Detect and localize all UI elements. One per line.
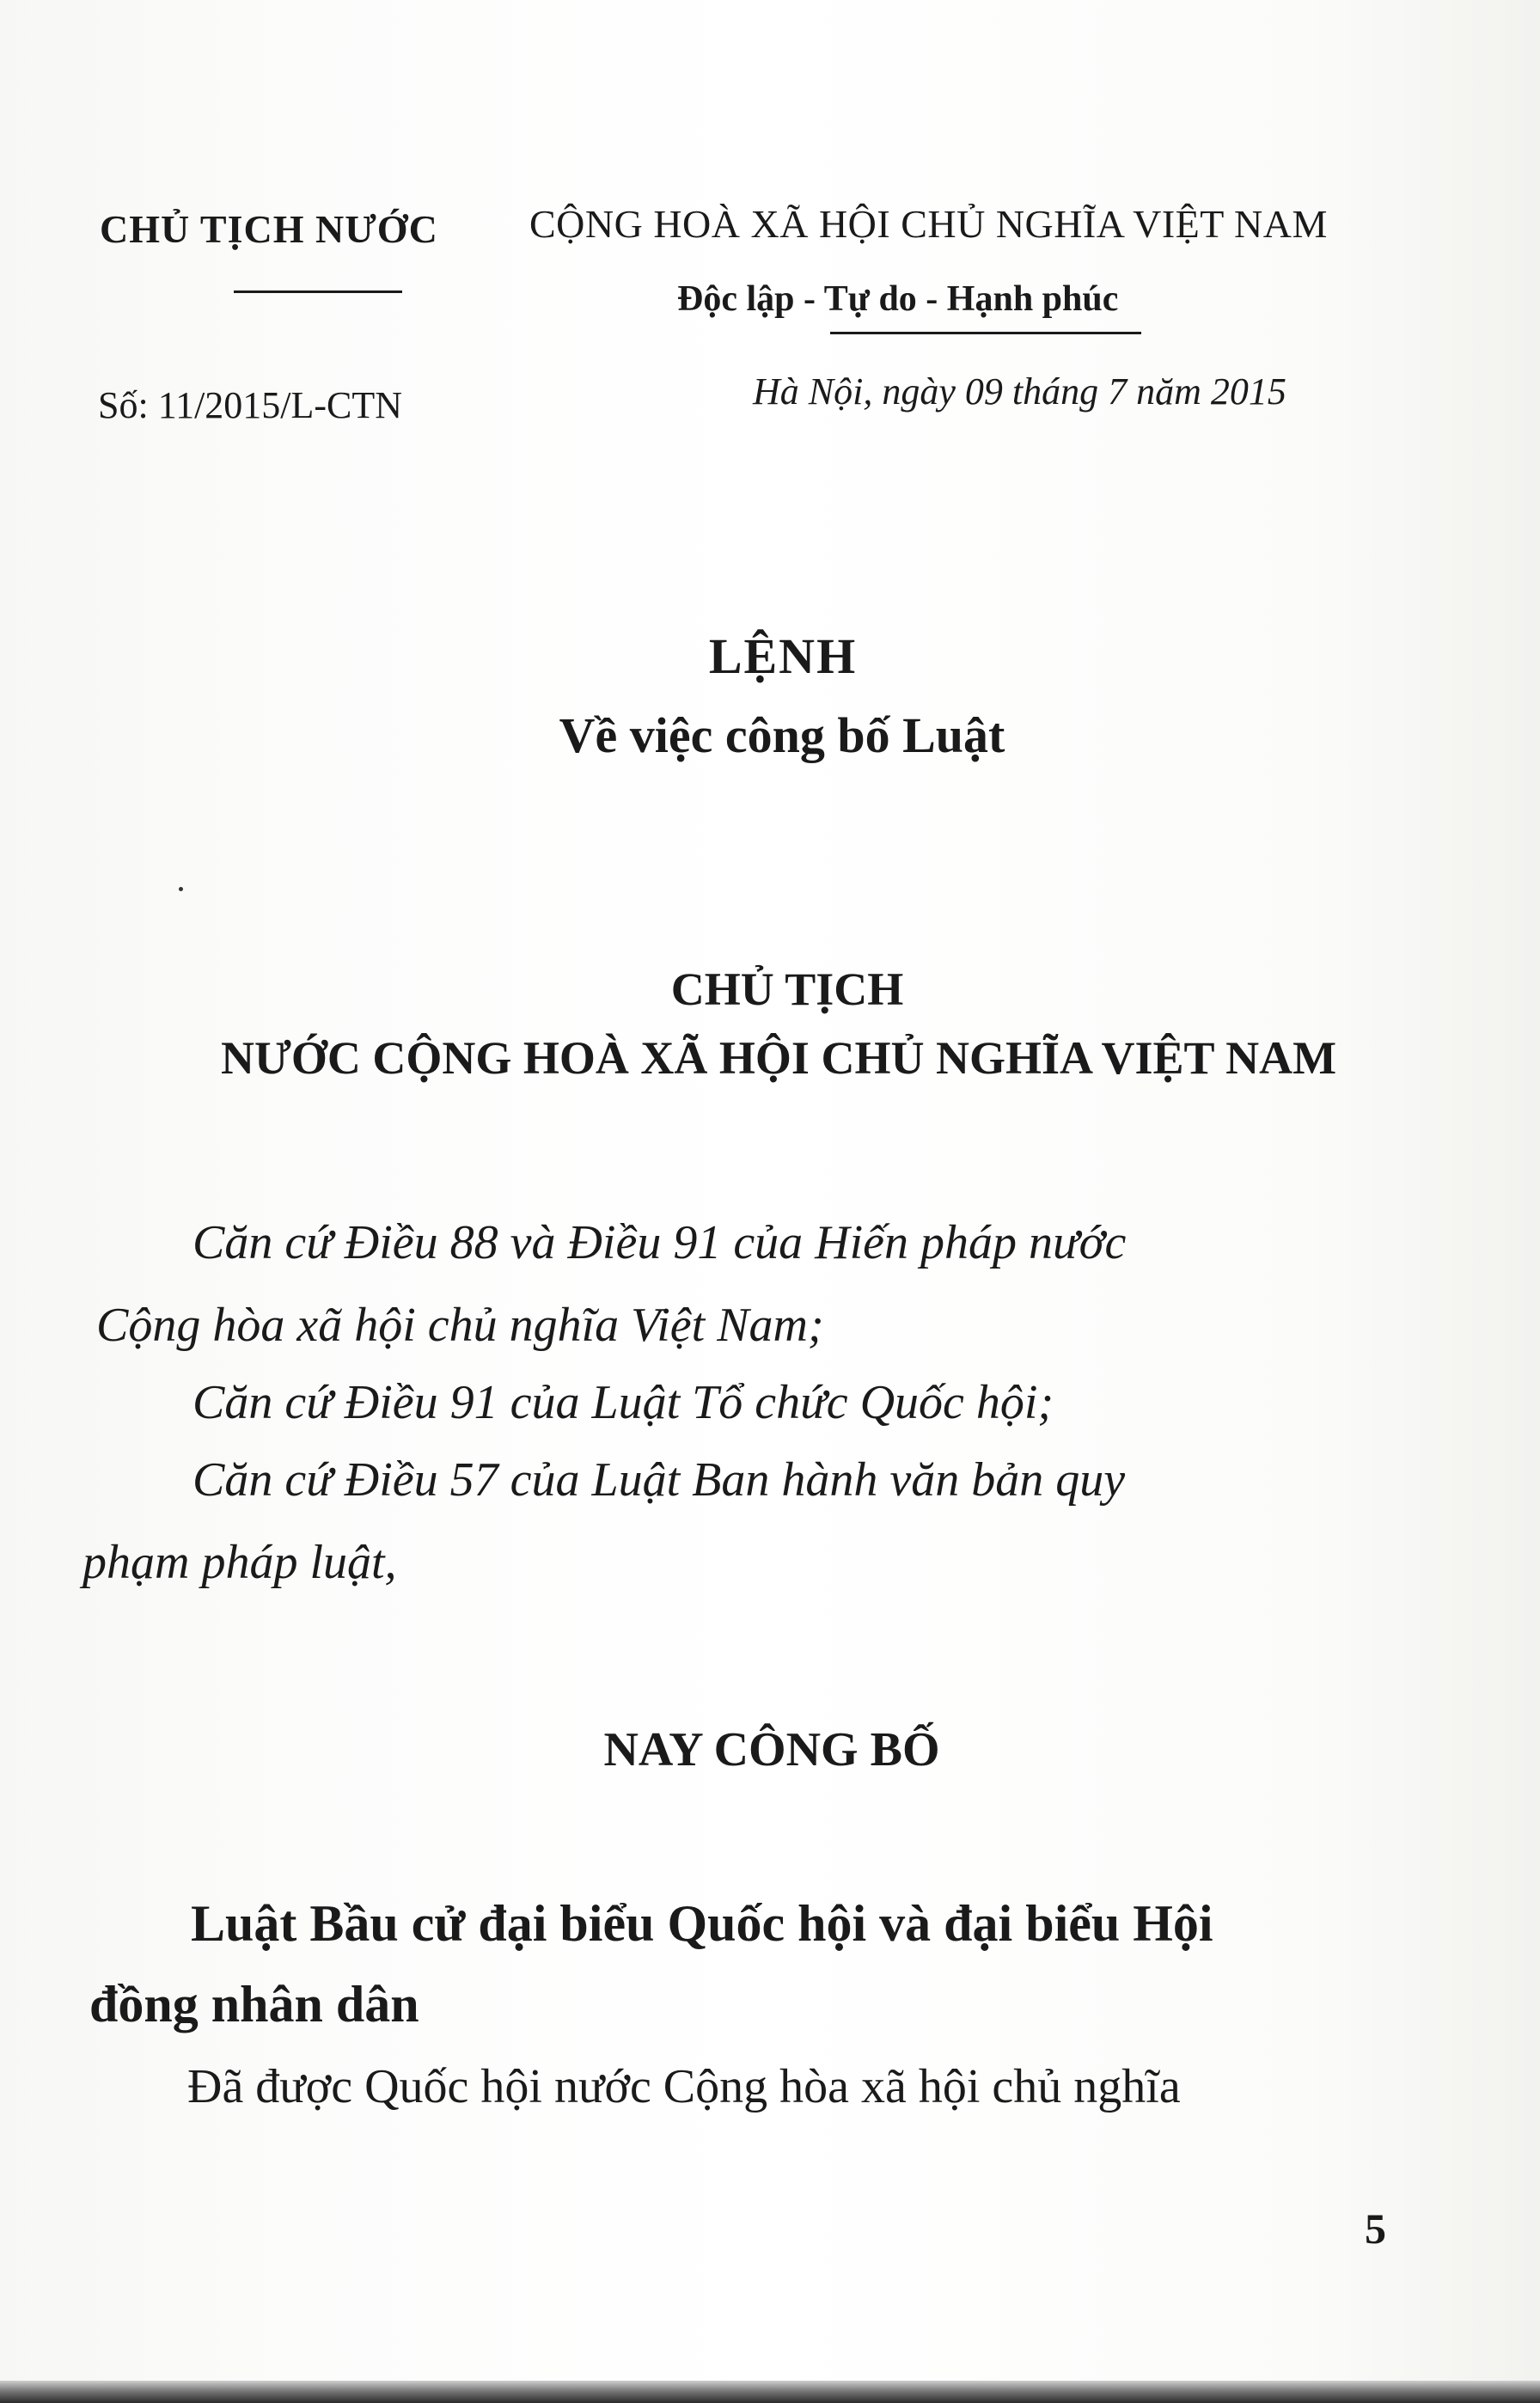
basis-line-3: Căn cứ Điều 91 của Luật Tổ chức Quốc hội; <box>192 1376 1054 1429</box>
page-bottom-edge <box>0 2381 1540 2403</box>
national-motto: Độc lập - Tự do - Hạnh phúc <box>677 279 1119 319</box>
nation-name: CỘNG HOÀ XÃ HỘI CHỦ NGHĨA VIỆT NAM <box>529 202 1328 246</box>
print-speck <box>179 887 183 891</box>
document-number: Số: 11/2015/L-CTN <box>98 384 403 426</box>
basis-line-4: Căn cứ Điều 57 của Luật Ban hành văn bản quy <box>192 1453 1126 1507</box>
issuer-authority: CHỦ TỊCH NƯỚC <box>100 207 438 251</box>
issuer-heading-line-1: CHỦ TỊCH <box>670 963 904 1015</box>
basis-line-5: phạm pháp luật, <box>82 1536 397 1589</box>
document-subtitle: Về việc công bố Luật <box>559 707 1005 763</box>
passed-statement: Đã được Quốc hội nước Cộng hòa xã hội chủ nghĩa <box>187 2060 1181 2113</box>
issuer-heading-line-2: NƯỚC CỘNG HOÀ XÃ HỘI CHỦ NGHĨA VIỆT NAM <box>220 1032 1337 1084</box>
place-and-date: Hà Nội, ngày 09 tháng 7 năm 2015 <box>753 370 1286 413</box>
announcement-heading: NAY CÔNG BỐ <box>603 1723 940 1776</box>
law-name-line-2: đồng nhân dân <box>89 1976 419 2033</box>
basis-line-2: Cộng hòa xã hội chủ nghĩa Việt Nam; <box>96 1299 824 1352</box>
law-name-line-1: Luật Bầu cử đại biểu Quốc hội và đại biểu Hội <box>191 1895 1213 1952</box>
document-title: LỆNH <box>708 628 858 684</box>
basis-line-1: Căn cứ Điều 88 và Điều 91 của Hiến pháp nước <box>192 1216 1127 1269</box>
issuer-underline <box>234 290 402 293</box>
page-number: 5 <box>1365 2204 1386 2253</box>
motto-underline <box>830 332 1141 334</box>
